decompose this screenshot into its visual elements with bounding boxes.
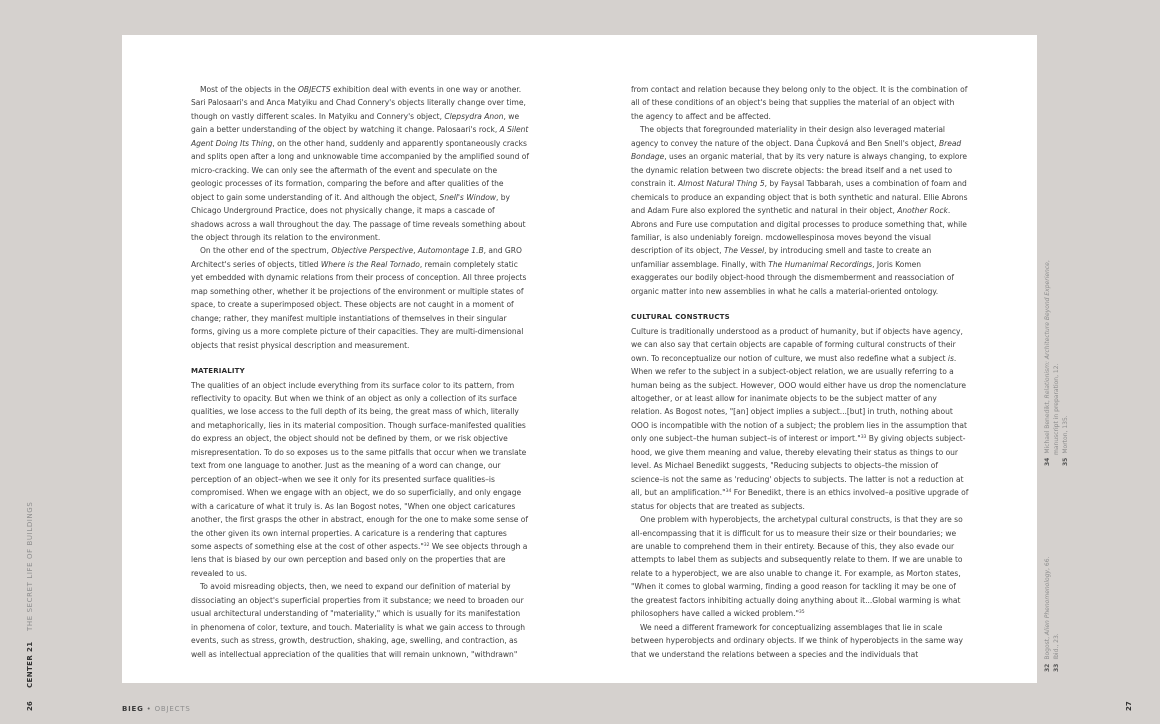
right-page-number: 27: [1125, 701, 1133, 711]
footer-running-head: [122, 705, 191, 713]
footnote-35: 35Morton, 135.: [1062, 415, 1069, 466]
footnote-33: 33Ibid., 23.: [1053, 633, 1060, 672]
paragraph: Most of the objects in the OBJECTS exhibition deal with events in one way or another. Sari Palosaari's and Anca Matyiku and Chad Connery's objects literally change over time, though on vastly different scales. In Matyiku and Connery's object, Clepsydra Anon, we gain a better understanding of the object by watching it change. Palosaari's rock, A Silent Agent Doing Its Thing, on the other hand, suddenly and apparently spontaneously cracks and splits open after a long and unknowable time accompanied by the amplified sound of micro-cracking. We can only see the aftermath of the event and speculate on the geologic processes of its formation, comparing the before and after qualities of the object to gain some understanding of it. And although the object, Snell's Window, by Chicago Underground Practice, does not physically change, it maps a cascade of shadows across a wall throughout the day. The passage of time reveals something about the object through its relation to the environment.: [191, 85, 529, 242]
right-text-column: [631, 83, 969, 661]
publication-title: THE SECRET LIFE OF BUILDINGS: [26, 501, 34, 631]
section-heading-cultural-constructs: CULTURAL CONSTRUCTS: [631, 313, 730, 322]
paragraph: The objects that foregrounded materiality in their design also leveraged material agency to convey the nature of the object. Dana Čupková and Ben Snell's object, Bread Bondage, uses an organic material, that by its very nature is always changing, to explore the dynamic relation between two discrete objects: the bread itself and a net used to constrain it. Almost Natural Thing 5, by Faysal Tabbarah, uses a combination of foam and chemicals to produce an expanding object that is both synthetic and natural. Ellie Abrons and Adam Fure also explored the synthetic and natural in their object, Another Rock. Abrons and Fure use computation and digital processes to produce something that, while familiar, is also undeniably foreign. mcdowellespinosa moves beyond the visual description of its object, The Vessel, by introducing smell and taste to create an unfamiliar assemblage. Finally, with The Humanimal Recordings, Joris Komen exaggerates our bodily object-hood through the dismemberment and reassociation of organic matter into new assemblies in what he calls a material-oriented ontology.: [631, 125, 968, 296]
footer-section: OBJECTS: [154, 705, 191, 713]
footnote-34-continued: manuscript in preparation, 12.: [1053, 363, 1060, 455]
paragraph: The qualities of an object include everything from its surface color to its pattern, from reflectivity to opacity. But when we think of an object as only a collection of its surface qualities, we lose access to the full depth of its being, the great mass of which, literally and metaphorically, lies in its material composition. Though surface-manifested qualities do express an object, the object should not be defined by them, or we risk objective misrepresentation. To do so exposes us to the same pitfalls that occur when we translate text from one language to another. Just as the meaning of a word can change, our perception of an object–when we see it only for its presented surface qualities–is compromised. When we engage with an object, we do so superficially, and only engage with a caricature of what it truly is. As Ian Bogost notes, "When one object caricatures another, the first grasps the other in abstract, enough for the one to make some sense of the other given its own internal properties. A caricature is a rendering that captures some aspects of something else at the cost of other aspects."$^{32}$ We see objects through a lens that is biased by our own perception and based only on the properties that are revealed to us.: [191, 380, 528, 578]
footnote-32: 32Bogost, Alien Phenomenology, 66.: [1044, 556, 1051, 672]
footnote-ref[interactable]: 32: [423, 542, 430, 548]
footnote-ref[interactable]: 34: [725, 489, 732, 495]
footnote-ref[interactable]: 35: [798, 610, 805, 616]
left-page-number: 26: [26, 701, 34, 711]
paragraph: from contact and relation because they belong only to the object. It is the combination of all of these conditions of an object's being that supplies the material of an object with the agency to affect and be affected.: [631, 85, 968, 121]
paragraph: To avoid misreading objects, then, we need to expand our definition of material by dissociating an object's superficial properties from it substance; we need to broaden our usual architectural understanding of "materiality," which is usually for its manifestation in phenomena of color, texture, and touch. Materiality is what we gain access to through events, such as stress, growth, destruction, shaking, age, swelling, and contraction, as well as intellectual appreciation of the qualities that will remain unknown, "withdrawn": [191, 582, 526, 659]
footer-author: BIEG: [122, 705, 144, 713]
footnote-ref[interactable]: 33: [860, 435, 867, 441]
left-text-column: [191, 83, 529, 661]
footnote-34: 34Michael Benedikt, Relationism: Architecture Beyond Experience,: [1044, 260, 1051, 466]
paragraph: Culture is traditionally understood as a product of humanity, but if objects have agency, we can also say that certain objects are capable of forming cultural constructs of their own. To reconceptualize our notion of culture, we must also redefine what a subject is. When we refer to the subject in a subject-object relation, we are usually referring to a human being as the subject. However, OOO would either have us drop the nomenclature altogether, or at least allow for inanimate objects to be the subject matter of any relation. As Bogost notes, "[an] object implies a subject...[but] in truth, nothing about OOO is incompatible with the notion of a subject; the problem lies in the assumption that only one subject–the human subject–is of interest or import."$^{33}$ By giving objects subject-hood, we give them meaning and value, thereby elevating their status as things to our level. As Michael Benedikt suggests, "Reducing subjects to objects–the mission of science–is not the same as 'reducing' objects to subjects. The latter is not a reduction at all, but an amplification."$^{34}$ For Benedikt, there is an ethics involved–a positive upgrade of status for objects that are treated as subjects.: [631, 326, 969, 511]
publication-name: CENTER 21: [26, 641, 34, 688]
paragraph: We need a different framework for conceptualizing assemblages that lie in scale between hyperobjects and ordinary objects. If we think of hyperobjects in the same way that we understand the relations between a species and the individuals that: [631, 622, 963, 659]
paragraph: One problem with hyperobjects, the archetypal cultural constructs, is that they are so all-encompassing that it is difficult for us to measure their size or their boundaries; we are unable to comprehend them in their entirety. Because of this, they also evade our attempts to label them as subjects and subsequently relate to them. If we are unable to relate to a hyperobject, we are also unable to change it. For example, as Morton states, "When it comes to global warming, finding a good reason for tackling it may be one of the greatest factors inhibiting actually doing anything about it...Global warming is what philosophers have called a wicked problem."$^{35}$: [631, 515, 963, 619]
footer-separator: •: [146, 705, 152, 713]
paragraph: On the other end of the spectrum, Objective Perspective, Automontage 1.B, and GRO Architect's series of objects, titled Where is the Real Tornado, remain completely static yet embedded with dynamic relations from their process of conception. All three projects map something other, whether it be projections of the environment or multiple states of space, to create a superimposed object. These objects are not caught in a moment of change; rather, they manifest multiple instantiations of themselves in their singular forms, giving us a more complete picture of their capacities. They are multi-dimensional objects that resist physical description and measurement.: [191, 246, 527, 350]
book-spread-page: [122, 35, 1037, 683]
section-heading-materiality: MATERIALITY: [191, 367, 245, 376]
